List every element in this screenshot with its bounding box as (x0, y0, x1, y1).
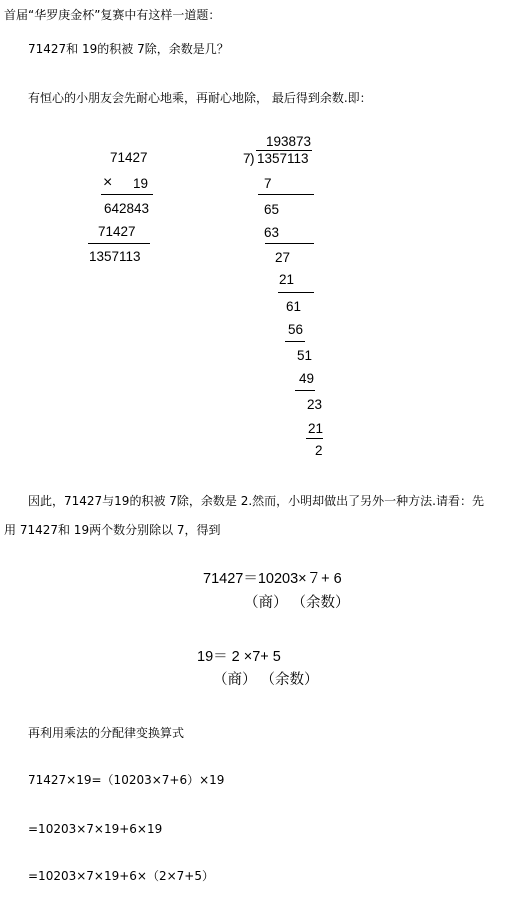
divisor: 7 (243, 151, 251, 166)
derivation-step-2: =10203×7×19+6×19 (28, 822, 163, 836)
equation-19: 19＝ 2 ×7+ 5 (197, 649, 281, 665)
partial-product-2: 71427 (98, 224, 136, 239)
division-rule (306, 438, 323, 439)
division-step: 27 (275, 250, 291, 265)
division-bracket: ) (250, 151, 255, 166)
method-text: 有恒心的小朋友会先耐心地乘，再耐心地除， 最后得到余数.即： (28, 91, 372, 105)
product: 1357113 (89, 249, 141, 264)
division-step: 21 (279, 272, 295, 287)
equation-71427-labels: （商） （余数） (244, 595, 350, 611)
dividend: 1357113 (257, 151, 309, 166)
division-step: 21 (308, 421, 324, 436)
equation-19-labels: （商） （余数） (213, 672, 319, 688)
multiplicand: 71427 (110, 150, 148, 165)
division-step: 56 (288, 322, 304, 337)
division-rule (265, 243, 314, 244)
division-rule (278, 292, 314, 293)
partial-product-1: 642843 (104, 201, 150, 216)
multiply-sign: × (103, 174, 113, 191)
division-step: 61 (286, 299, 302, 314)
conclusion-line-2: 用 71427和 19两个数分别除以 7，得到 (4, 523, 221, 537)
division-step: 49 (299, 371, 315, 386)
equation-71427: 71427＝10203×７+ 6 (203, 571, 342, 587)
division-rule (295, 390, 315, 391)
division-step: 51 (297, 348, 313, 363)
derivation-step-1: 71427×19=（10203×7+6）×19 (28, 773, 225, 787)
multiply-rule-2 (88, 243, 150, 244)
division-step: 23 (307, 397, 323, 412)
division-rule (285, 341, 305, 342)
intro-text: 首届“华罗庚金杯”复赛中有这样一道题： (4, 8, 221, 22)
quotient: 193873 (266, 134, 312, 149)
division-rule (258, 194, 314, 195)
division-step: 63 (264, 225, 280, 240)
conclusion-line-1: 因此，71427与19的积被 7除，余数是 2.然而，小明却做出了另外一种方法.请看：先 (28, 494, 484, 508)
division-step: 65 (264, 202, 280, 217)
multiply-rule-1 (101, 194, 153, 195)
division-remainder: 2 (315, 443, 323, 458)
division-step: 7 (264, 176, 272, 191)
distribute-intro: 再利用乘法的分配律变换算式 (28, 726, 185, 740)
derivation-step-3: =10203×7×19+6×（2×7+5） (28, 869, 215, 883)
question-text: 71427和 19的积被 7除，余数是几？ (28, 42, 229, 56)
multiplier: 19 (133, 176, 149, 191)
